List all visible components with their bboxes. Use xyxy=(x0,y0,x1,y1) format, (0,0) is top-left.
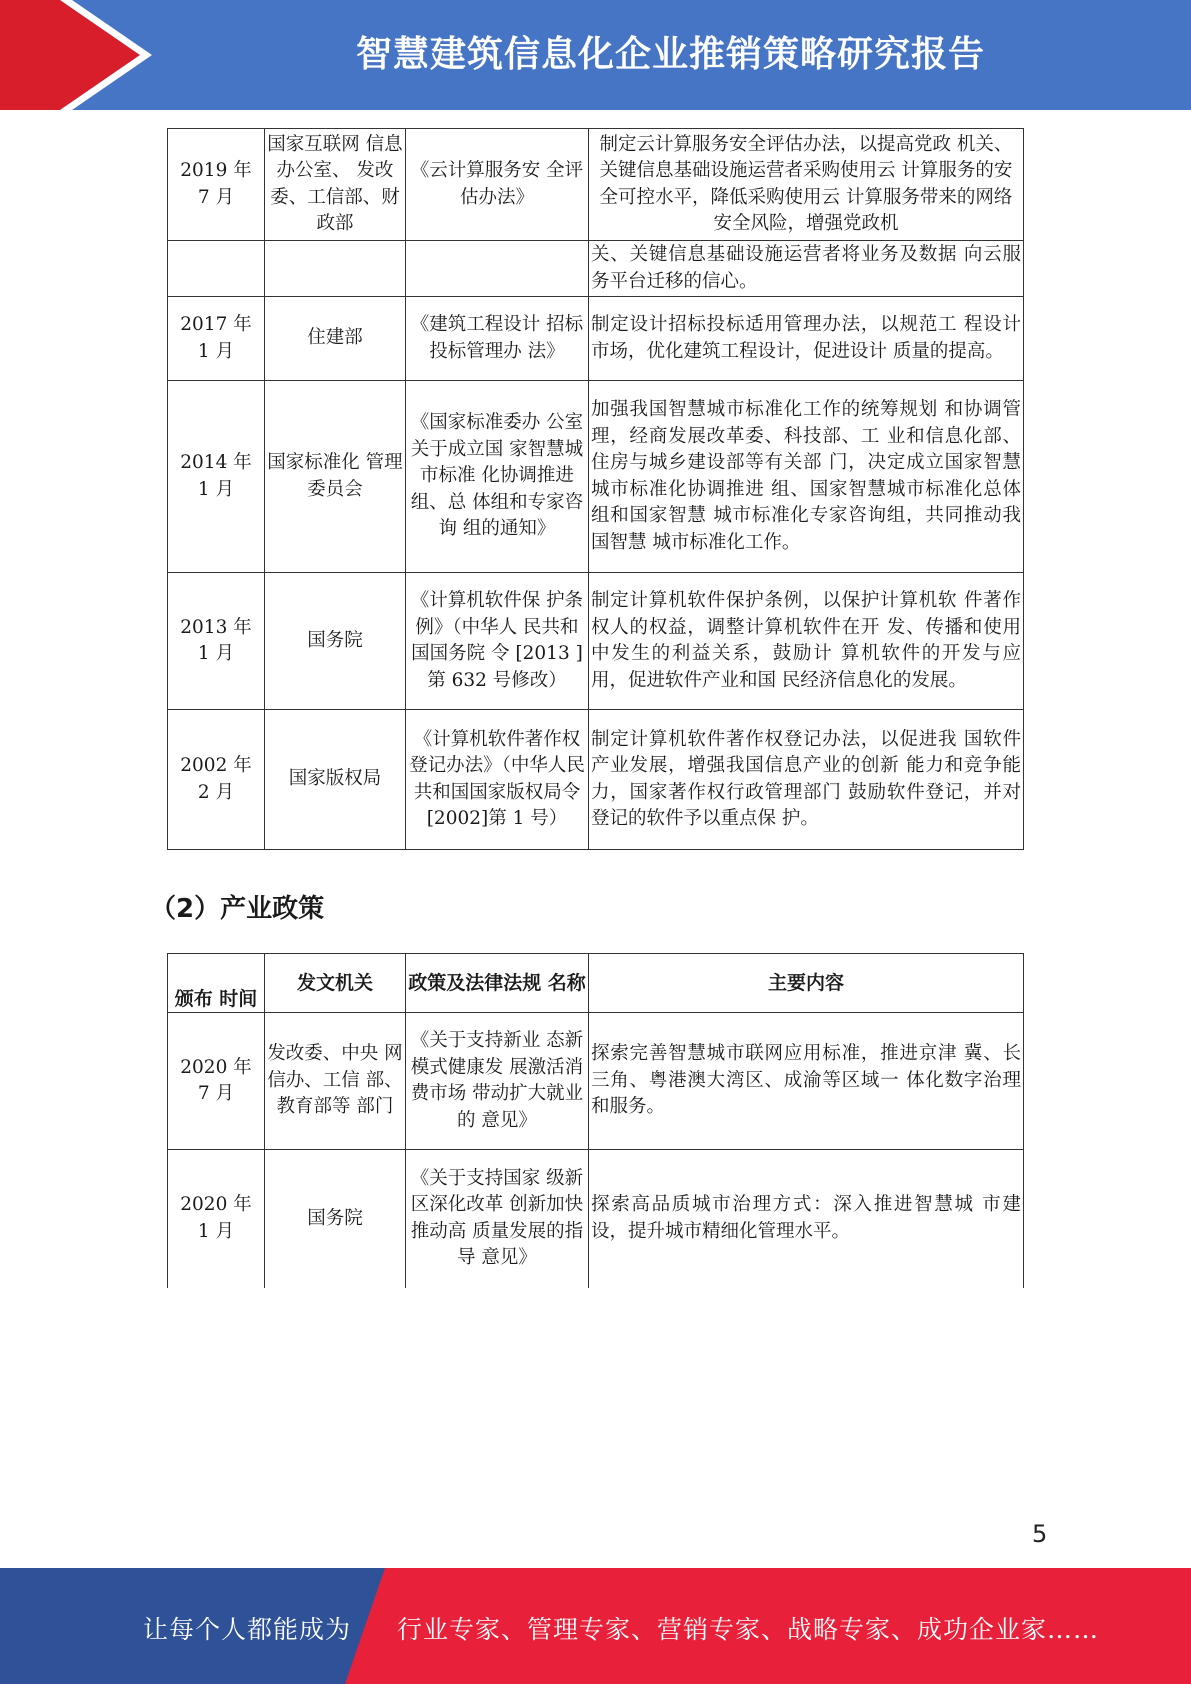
column-header-name: 政策及法律法规 名称 xyxy=(406,954,589,1013)
page-number: 5 xyxy=(1032,1520,1048,1548)
table-row xyxy=(168,129,1024,241)
policy-name-cell: 《建筑工程设计 招标投标管理办 法》 xyxy=(406,297,589,381)
table-row xyxy=(168,241,1024,297)
policy-name-cell: 《关于支持国家 级新区深化改革 创新加快推动高 质量发展的指导 意见》 xyxy=(406,1150,589,1288)
table-row xyxy=(168,1013,1024,1150)
date-cell: 2002 年 2 月 xyxy=(168,710,265,850)
content-cell: 加强我国智慧城市标准化工作的统筹规划 和协调管理，经商发展改革委、科技部、工 业和信息化部、住房与城乡建设部等有关部 门，决定成立国家智慧城市标准化协调推进 组、国家智慧城市标准化总体组和国家智慧 城市标准化专家咨询组，共同推动我国智慧 城市标准化工作。 xyxy=(589,381,1024,573)
section-heading: （2）产业政策 xyxy=(150,894,325,924)
date-cell xyxy=(168,241,265,297)
org-cell: 发改委、中央 网信办、工信 部、教育部等 部门 xyxy=(265,1013,406,1150)
table-row xyxy=(168,1150,1024,1288)
org-cell: 国家标准化 管理委员会 xyxy=(265,381,406,573)
date-cell: 2019 年 7 月 xyxy=(168,129,265,241)
column-header-content: 主要内容 xyxy=(589,954,1024,1013)
org-cell: 住建部 xyxy=(265,297,406,381)
date-cell: 2020 年 1 月 xyxy=(168,1150,265,1288)
date-cell: 2017 年 1 月 xyxy=(168,297,265,381)
org-cell: 国家互联网 信息办公室、 发改委、工信部、财政部 xyxy=(265,129,406,241)
page-footer xyxy=(0,1568,1191,1684)
content-cell: 探索完善智慧城市联网应用标准，推进京津 冀、长三角、粤港澳大湾区、成渝等区域一 体化数字治理和服务。 xyxy=(589,1013,1024,1150)
content-cell: 制定计算机软件著作权登记办法，以促进我 国软件产业发展，增强我国信息产业的创新 能力和竞争能力，国家著作权行政管理部门 鼓励软件登记，并对登记的软件予以重点保 护。 xyxy=(589,710,1024,850)
table-header-row xyxy=(168,954,1024,1013)
content-cell: 制定云计算服务安全评估办法，以提高党政 机关、关键信息基础设施运营者采购使用云 计算服务的安全可控水平，降低采购使用云 计算服务带来的网络安全风险，增强党政机 xyxy=(589,129,1024,241)
table-row xyxy=(168,573,1024,710)
content-cell: 探索高品质城市治理方式：深入推进智慧城 市建设，提升城市精细化管理水平。 xyxy=(589,1150,1024,1288)
table-row xyxy=(168,710,1024,850)
column-header-org: 发文机关 xyxy=(265,954,406,1013)
report-title: 智慧建筑信息化企业推销策略研究报告 xyxy=(355,34,985,75)
policy-name-cell: 《计算机软件保 护条例》（中华人 民共和国国务院 令 [2013 ]第 632 号修改） xyxy=(406,573,589,710)
table-row xyxy=(168,297,1024,381)
policy-name-cell: 《国家标准委办 公室关于成立国 家智慧城市标准 化协调推进组、总 体组和专家咨询 组的通知》 xyxy=(406,381,589,573)
page-header xyxy=(0,0,1191,110)
content-cell: 制定计算机软件保护条例，以保护计算机软 件著作权人的权益，调整计算机软件在开 发、传播和使用中发生的利益关系，鼓励计 算机软件的开发与应用，促进软件产业和国 民经济信息化的发展。 xyxy=(589,573,1024,710)
org-cell xyxy=(265,241,406,297)
policy-name-cell: 《计算机软件著作权登记办法》（中华人民共和国国家版权局令 [2002]第 1 号） xyxy=(406,710,589,850)
policy-table-industry xyxy=(167,953,1024,1288)
footer-slogan-right: 行业专家、管理专家、营销专家、战略专家、成功企业家…… xyxy=(397,1615,1100,1644)
org-cell: 国务院 xyxy=(265,573,406,710)
policy-name-cell: 《关于支持新业 态新模式健康发 展激活消费市场 带动扩大就业的 意见》 xyxy=(406,1013,589,1150)
date-cell: 2014 年 1 月 xyxy=(168,381,265,573)
policy-table-legal xyxy=(167,128,1024,850)
column-header-date: 颁布 时间 xyxy=(168,954,265,1013)
policy-name-cell: 《云计算服务安 全评估办法》 xyxy=(406,129,589,241)
content-cell: 关、关键信息基础设施运营者将业务及数据 向云服务平台迁移的信心。 xyxy=(589,241,1024,297)
date-cell: 2013 年 1 月 xyxy=(168,573,265,710)
org-cell: 国务院 xyxy=(265,1150,406,1288)
policy-name-cell xyxy=(406,241,589,297)
table-row xyxy=(168,381,1024,573)
date-cell: 2020 年 7 月 xyxy=(168,1013,265,1150)
content-cell: 制定设计招标投标适用管理办法，以规范工 程设计市场，优化建筑工程设计，促进设计 质量的提高。 xyxy=(589,297,1024,381)
org-cell: 国家版权局 xyxy=(265,710,406,850)
footer-slogan-left: 让每个人都能成为 xyxy=(143,1615,352,1644)
